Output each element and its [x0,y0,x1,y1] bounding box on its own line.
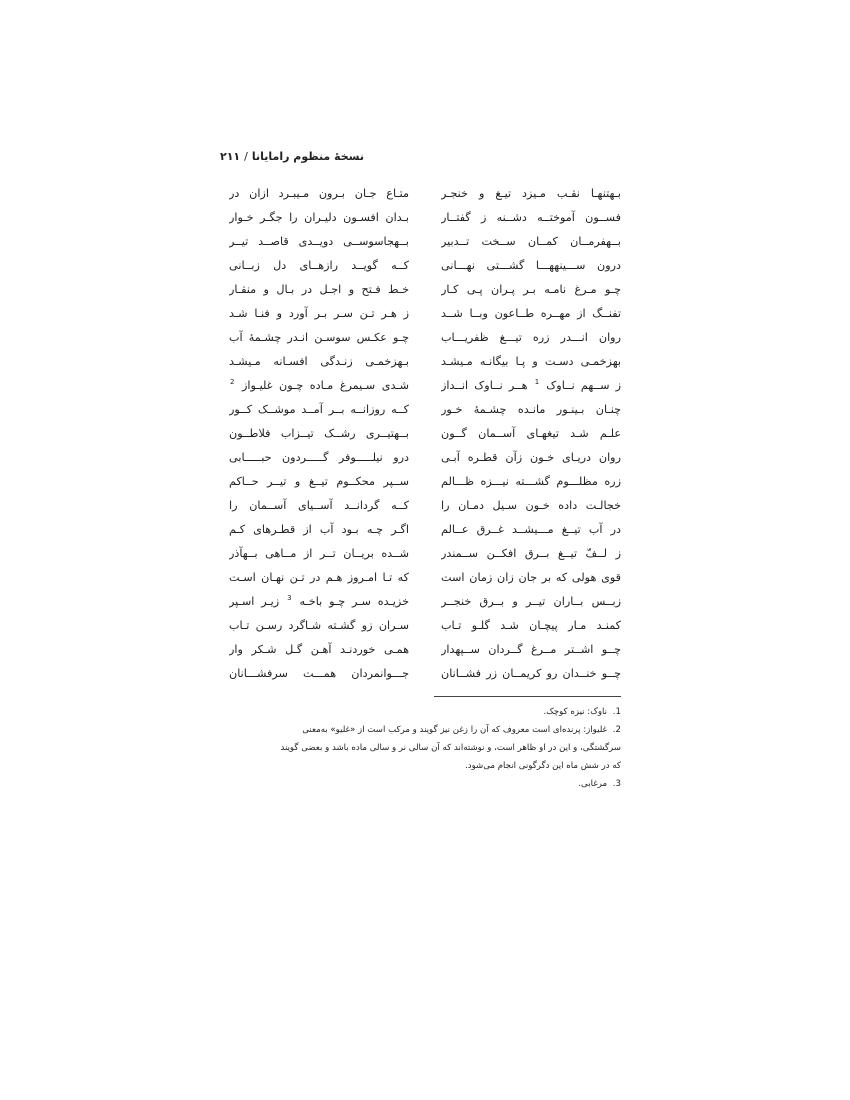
footnote-continuation: که در شش ماه این دگرگونی انجام می‌شود. [465,761,621,771]
misra-first-end: هــر نــاوک انــداز [441,379,528,392]
verse [229,664,621,686]
misra-first: در آب تیــغ مـــیشــد غــرق عــالم [441,523,621,536]
footnote-marker: 1 [534,378,540,386]
verse [229,400,621,422]
verse [229,256,621,278]
verse [229,280,621,302]
misra-second: کــه گویــد رازهــای دل زبــانی [229,259,409,272]
verse [229,304,621,326]
verse [229,592,621,614]
misra-second: که تـا امـروز هـم در تـن نهـان اسـت [229,571,409,584]
header-separator: / [244,150,248,163]
footnote-rule [434,696,621,697]
verse [229,352,621,374]
misra-second: بـهزخمـی زنـدگی افسـانه مـیشـد [229,355,409,368]
misra-first: روان انـــدر زره تیـــغ ظفریـــاب [441,331,621,344]
verse [229,376,621,398]
misra-first: ز لــفّ تیــغ بــرق افکــن ســمندر [441,547,621,560]
footnote-number: 2. [612,725,621,735]
verse [229,544,621,566]
misra-first: بــهفرمــان کمــان ســخت تــدبیر [441,235,621,248]
misra-first: بهزخمـی دسـت و پـا بیگانـه مـیشـد [441,355,621,368]
misra-second: اگـر چـه بـود آب از قطـرهای کـم [229,523,409,536]
misra-second: درو نیلـــــوفر گـــــردون حبـــــابی [229,451,409,464]
misra-first: قوی هولی که بر جان زان زمان است [441,571,621,584]
footnote-number: 1. [612,707,621,717]
misra-second: خـط فـتح و اجـل در بـال و منقـار [229,283,409,296]
misra-first: درون ســـینههـــا گشـــتی نهـــانی [441,259,621,272]
misra-first: فســون آموختــه دشــنه ز گفتــار [441,211,621,224]
misra-first: چنـان بـینـور مانـده چشـمهٔ خـور [441,403,621,416]
verse [229,232,621,254]
footnote-marker: 2 [230,378,235,386]
misra-first: تفنــگ از مهــره طــاعون وبــا شــد [441,307,621,320]
verse [229,616,621,638]
footnote [229,703,621,721]
misra-first: علـم شـد تیغهـای آســمان گــون [441,427,621,440]
misra-second-end: زیـر اسـپر [229,595,280,608]
misra-second: بـدان افسـون دلیـران را جگـر خـوار [229,211,409,224]
misra-second [229,592,409,612]
misra-second-text: شـدی سـیمرغ مـاده چـون غلیـواز [242,379,409,392]
verse [229,208,621,230]
misra-second [229,376,409,396]
verse [229,184,621,206]
misra-second: ز هـر تـن سـر بـر آورد و فنـا شـد [229,307,409,320]
misra-second: چـو عکـس سوسـن انـدر چشـمهٔ آب [229,331,409,344]
footnote-text: غلیواز: پرنده‌ای است معروف که آن را زغن نیز گویند و مرکب است از «غلیو» به‌معنی [302,725,608,735]
misra-first [441,376,621,396]
verse [229,424,621,446]
running-header [220,150,364,168]
misra-second: شــده بریــان تــر از مــاهی بــهآذر [229,547,409,560]
misra-second: کــه روزانــه بــر آمــد موشــک کــور [229,403,409,416]
page-number: ۲۱۱ [220,150,241,163]
misra-second: جـــوانمردان همـــت سرفشـــانان [229,667,409,680]
misra-first: چــو اشــتر مــرغ گــردان ســپهدار [441,643,621,656]
verse [229,448,621,470]
misra-first: کمنـد مـار پیچـان شـد گلـو تـاب [441,619,621,632]
book-title: نسخهٔ منظوم رامایانا [251,150,364,163]
footnote-continuation: سرگشتگی، و این در او ظاهر است، و نوشته‌اند که آن سالی نر و سالی ماده باشد و بعضی گویند [280,743,621,753]
misra-second: بــهتیــری رشــک تیــزاب فلاطــون [229,427,409,440]
misra-first: بـهتنهـا نقـب مـیزد تیـغ و خنجـر [441,187,621,200]
poem-verses [229,184,621,680]
footnote-number: 3. [612,779,621,789]
misra-second: همـی خوردنـد آهـن گـل شـکر وار [229,643,409,656]
misra-first: زره مظلـــوم گشـــته نیـــزه ظـــالم [441,475,621,488]
misra-second-start: خزیـده سـر چـو باخـه [299,595,409,608]
misra-second: سـران زو گشـته شـاگرد رسـن تـاب [229,619,409,632]
footnotes [229,703,621,793]
footnote [229,775,621,793]
verse [229,640,621,662]
verse [229,328,621,350]
misra-first: چـو مـرغ نامـه بـر پـران پـی کـار [441,283,621,296]
misra-first: روان دریـای خـون زآن قطـره آبـی [441,451,621,464]
footnote [229,721,621,739]
verse [229,520,621,542]
verse [229,568,621,590]
footnote-text: مرغابی. [578,779,608,789]
verse [229,472,621,494]
misra-second: کــه گردانــد آســیای آســمان را [229,499,409,512]
misra-first: خجالـت داده خـون سـیل دمـان را [441,499,621,512]
misra-second: متـاع جـان بـرون مـیبـرد ازان در [229,187,409,200]
footnote-marker: 3 [287,594,292,602]
misra-first-start: ز ســهم نــاوک [546,379,621,392]
misra-first: چــو خنــدان رو کریمــان زر فشــانان [441,667,621,680]
verse [229,496,621,518]
misra-second: بــهجاسوســی دویــدی قاصــد تیــر [229,235,409,248]
misra-second: ســپر محکــوم تیــغ و تیــر حــاکم [229,475,409,488]
footnote-text: ناوک: نیزه کوچک. [543,707,608,717]
misra-first: زبــس بــاران تیــر و بــرق خنجــر [441,595,621,608]
